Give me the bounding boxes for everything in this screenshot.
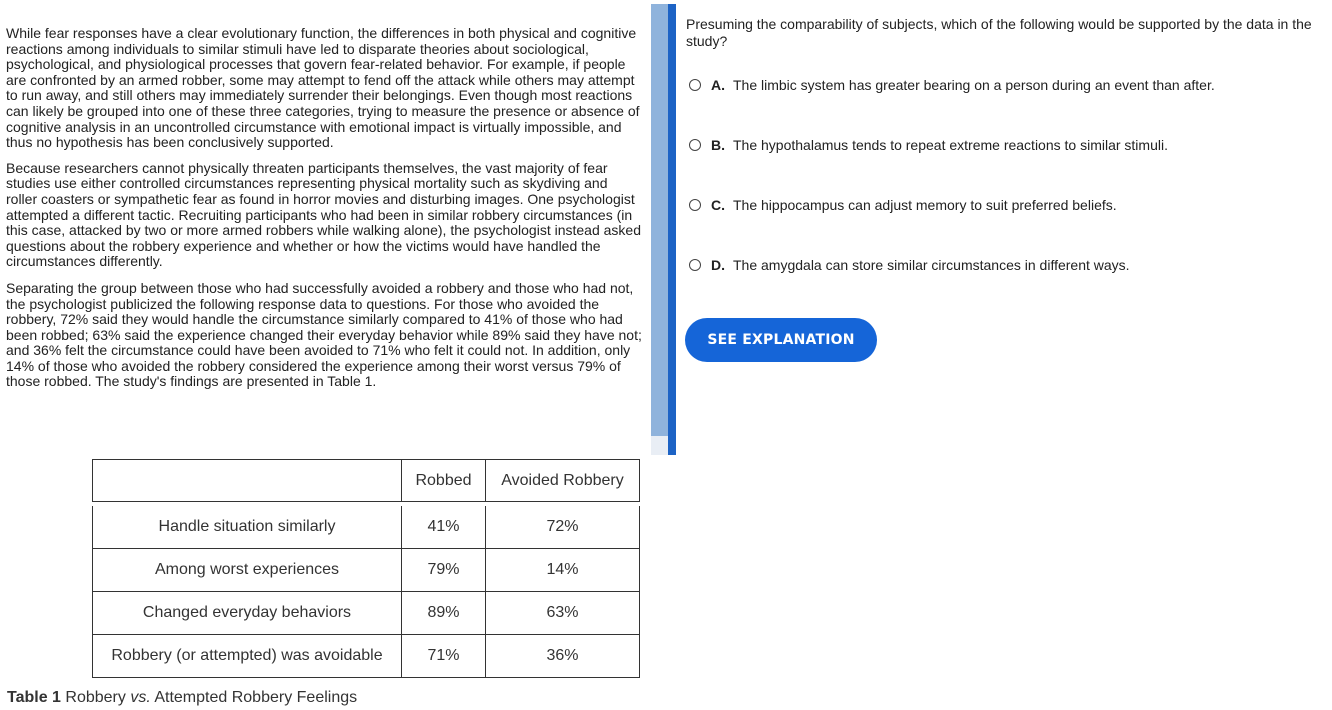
table-caption xyxy=(7,689,357,707)
table-header-row xyxy=(92,459,640,502)
choice-letter: C. xyxy=(711,197,725,213)
answer-choice-c[interactable] xyxy=(689,195,1117,215)
choice-letter: B. xyxy=(711,137,725,153)
answer-choice-d[interactable] xyxy=(689,255,1130,275)
data-table-container xyxy=(92,459,640,678)
table-cell: 63% xyxy=(486,592,640,635)
table-cell: 36% xyxy=(486,635,640,678)
table-row xyxy=(92,506,640,549)
table-header-avoided: Avoided Robbery xyxy=(486,459,640,502)
radio-icon[interactable] xyxy=(689,139,701,151)
table-row xyxy=(92,592,640,635)
pane-divider-track[interactable] xyxy=(651,4,668,436)
table-caption-post: Attempted Robbery Feelings xyxy=(150,689,358,706)
table-cell: Among worst experiences xyxy=(92,549,402,592)
table-caption-pre: Robbery xyxy=(65,689,131,706)
answer-choice-a[interactable] xyxy=(689,75,1215,95)
question-stem: Presuming the comparability of subjects, which of the following would be supported by the data in the study? xyxy=(686,16,1312,49)
choice-text: The hippocampus can adjust memory to suit preferred beliefs. xyxy=(733,197,1117,213)
table-cell: Robbery (or attempted) was avoidable xyxy=(92,635,402,678)
table-cell: 72% xyxy=(486,506,640,549)
table-row xyxy=(92,635,640,678)
passage-paragraph-2: Because researchers cannot physically threaten participants themselves, the vast majority of fear studies use either controlled circumstances representing physical mortality such as skydiving and roller coasters or sympathetic fear as found in horror movies and disturbing images. One psychologist attempted a different tactic. Recruiting participants who had been in similar robbery circumstances (in this case, attacked by two or more armed robbers while walking alone), the psychologist instead asked questions about the robbery experience and whether or how the victims would have handled the circumstances differently. xyxy=(6,159,641,270)
pane-divider-handle[interactable] xyxy=(668,4,676,455)
table-cell: 41% xyxy=(402,506,486,549)
choice-text: The hypothalamus tends to repeat extreme reactions to similar stimuli. xyxy=(733,137,1168,153)
table-header-robbed: Robbed xyxy=(402,459,486,502)
table-cell: 71% xyxy=(402,635,486,678)
answer-choice-b[interactable] xyxy=(689,135,1168,155)
passage-paragraph-3: Separating the group between those who had successfully avoided a robbery and those who had not, the psychologist publicized the following response data to questions. For those who avoided the robbery, 72% said they would handle the circumstance similarly compared to 41% of those who had been robbed; 63% said the experience changed their everyday behavior while 89% said they have not; and 36% felt the circumstance could have been avoided to 71% who felt it could not. In addition, only 14% of those who avoided the robbery considered the experience among their worst versus 79% of those robbed. The study's findings are presented in Table 1. xyxy=(6,279,642,390)
table-cell: Changed everyday behaviors xyxy=(92,592,402,635)
table-row xyxy=(92,549,640,592)
choice-text: The limbic system has greater bearing on a person during an event than after. xyxy=(733,77,1215,93)
table-caption-italic: vs. xyxy=(130,689,151,706)
data-table xyxy=(92,459,640,678)
pane-divider[interactable] xyxy=(651,4,677,455)
table-cell: Handle situation similarly xyxy=(92,506,402,549)
table-cell: 89% xyxy=(402,592,486,635)
pane-divider-end xyxy=(651,436,668,455)
radio-icon[interactable] xyxy=(689,259,701,271)
choice-letter: D. xyxy=(711,257,725,273)
passage-paragraph-1: While fear responses have a clear evolutionary function, the differences in both physical and cognitive reactions among individuals to similar stimuli have led to disparate theories about sociological, psychological, and physiological processes that govern fear-related behavior. For example, if people are confronted by an armed robber, some may attempt to fend off the attack while others may attempt to run away, and still others may immediately surrender their belongings. Even though most reactions can likely be grouped into one of these three categories, trying to measure the presence or absence of cognitive analysis in an uncontrolled circumstance with emotional impact is virtually impossible, and thus no hypothesis has been conclusively supported. xyxy=(6,25,640,151)
table-cell: 14% xyxy=(486,549,640,592)
choice-text: The amygdala can store similar circumstances in different ways. xyxy=(733,257,1130,273)
table-caption-label: Table 1 xyxy=(7,689,61,706)
choice-letter: A. xyxy=(711,77,725,93)
see-explanation-button[interactable]: SEE EXPLANATION xyxy=(685,318,877,362)
passage xyxy=(6,26,642,400)
radio-icon[interactable] xyxy=(689,199,701,211)
table-cell: 79% xyxy=(402,549,486,592)
table-header-empty xyxy=(92,459,402,502)
radio-icon[interactable] xyxy=(689,79,701,91)
